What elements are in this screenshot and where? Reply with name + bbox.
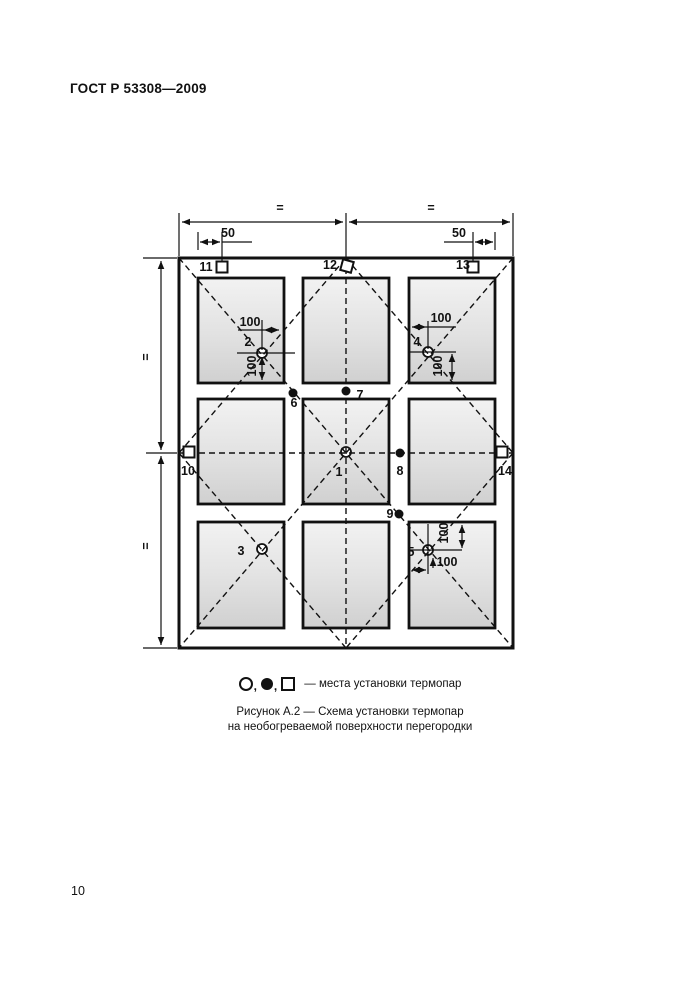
equals-left-lower-label: = bbox=[139, 542, 153, 550]
document-header: ГОСТ Р 53308—2009 bbox=[70, 81, 207, 96]
panel-bottom-right bbox=[409, 522, 495, 628]
thermocouple-11-icon bbox=[217, 262, 228, 273]
label-point-8: 8 bbox=[396, 464, 404, 478]
dimension-labels bbox=[139, 201, 466, 569]
thermocouple-12-icon bbox=[340, 259, 353, 272]
open-circle-legend-icon bbox=[239, 677, 253, 691]
label-point-7: 7 bbox=[356, 388, 364, 402]
dim-50-right-label: 50 bbox=[452, 226, 466, 240]
equals-top-right-label: = bbox=[427, 201, 435, 215]
equals-top-left-label: = bbox=[276, 201, 284, 215]
square-legend-icon bbox=[281, 677, 295, 691]
p4-dim-v-label: 100 bbox=[431, 355, 445, 377]
panel-bottom-left bbox=[198, 522, 284, 628]
label-point-2: 2 bbox=[244, 335, 252, 349]
figure-caption bbox=[0, 705, 700, 734]
p2-dim-v-label: 100 bbox=[245, 355, 259, 377]
label-point-11: 11 bbox=[199, 260, 213, 274]
label-point-6: 6 bbox=[290, 396, 298, 410]
thermocouple-10-icon bbox=[184, 447, 195, 458]
dim-50-left-label: 50 bbox=[221, 226, 235, 240]
legend-comma: , bbox=[253, 679, 257, 693]
label-point-3: 3 bbox=[237, 544, 245, 558]
label-point-1: 1 bbox=[335, 465, 343, 479]
label-point-14: 14 bbox=[498, 464, 512, 478]
thermocouple-14-icon bbox=[497, 447, 508, 458]
label-point-4: 4 bbox=[413, 335, 421, 349]
thermocouple-7-icon bbox=[342, 387, 351, 396]
caption-line-1: Рисунок А.2 — Схема установки термопар bbox=[236, 706, 464, 718]
label-point-10: 10 bbox=[181, 464, 195, 478]
caption-line-2: на необогреваемой поверхности перегородки bbox=[227, 720, 473, 733]
page-number: 10 bbox=[71, 884, 85, 898]
p5-dim-h-label: 100 bbox=[436, 555, 458, 569]
legend bbox=[0, 677, 700, 691]
legend-note: — места установки термопар bbox=[304, 678, 462, 690]
label-point-12: 12 bbox=[323, 258, 337, 272]
label-point-5: 5 bbox=[407, 545, 415, 559]
label-point-13: 13 bbox=[456, 258, 470, 272]
legend-comma: , bbox=[273, 679, 278, 693]
filled-circle-legend-icon bbox=[261, 678, 273, 690]
label-point-9: 9 bbox=[386, 507, 394, 521]
thermocouple-8-icon bbox=[396, 449, 405, 458]
panel-mid-left bbox=[198, 399, 284, 504]
panel-mid-right bbox=[409, 399, 495, 504]
p2-dim-h-label: 100 bbox=[239, 315, 261, 329]
p5-dim-v-label: 100 bbox=[437, 522, 451, 544]
thermocouple-9-icon bbox=[395, 510, 404, 519]
equals-left-upper-label: = bbox=[139, 353, 153, 361]
p4-dim-h-label: 100 bbox=[430, 311, 452, 325]
